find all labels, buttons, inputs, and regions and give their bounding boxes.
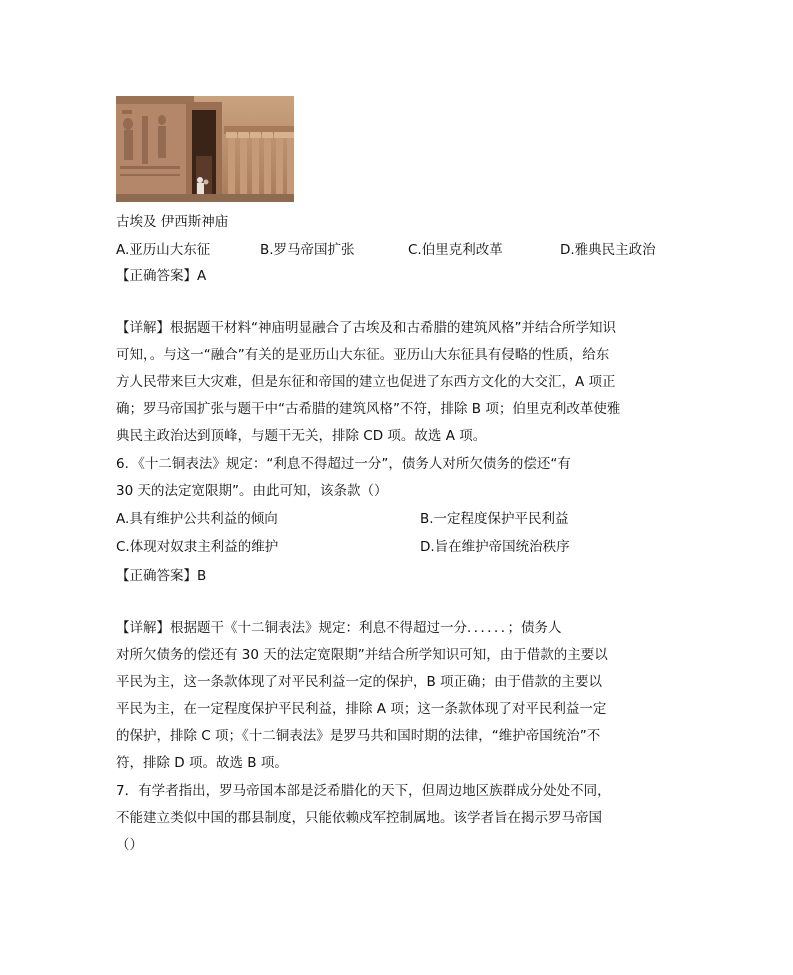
q6-explanation-line: 符，排除 D 项。故选 B 项。 <box>116 755 288 771</box>
q6-answer: 【正确答案】B <box>116 568 207 584</box>
q5-explanation-line: 方人民带来巨大灾难，但是东征和帝国的建立也促进了东西方文化的大交汇，A 项正 <box>116 374 616 390</box>
q5-explanation-line: 可知，。与这一“融合”有关的是亚历山大东征。亚历山大东征具有侵略的性质，给东 <box>116 347 610 363</box>
figure-caption: 古埃及 伊西斯神庙 <box>116 214 229 230</box>
q7-stem-line: （） <box>116 837 143 853</box>
q5-option-c: C.伯里克利改革 <box>408 242 503 258</box>
q5-option-b: B.罗马帝国扩张 <box>260 242 355 258</box>
isis-temple-image <box>116 96 294 202</box>
q6-explanation-line: 平民为主，在一定程度保护平民利益，排除 A 项；这一条款体现了对平民利益一定 <box>116 701 607 717</box>
q7-stem-line: 7．有学者指出，罗马帝国本部是泛希腊化的天下，但周边地区族群成分处处不同， <box>116 783 611 799</box>
q6-option-d: D.旨在维护帝国统治秩序 <box>420 539 570 555</box>
q6-stem-line: 30 天的法定宽限期”。由此可知，该条款（） <box>116 483 388 499</box>
q6-option-b: B.一定程度保护平民利益 <box>420 511 569 527</box>
q6-explanation-line: 对所欠债务的偿还有 30 天的法定宽限期”并结合所学知识可知，由于借款的主要以 <box>116 647 608 663</box>
q6-explanation-line: 平民为主，这一条款体现了对平民利益一定的保护，B 项正确；由于借款的主要以 <box>116 674 603 690</box>
q6-option-c: C.体现对奴隶主利益的维护 <box>116 539 279 555</box>
q6-stem-line: 6．《十二铜表法》规定：“利息不得超过一分”，债务人对所欠债务的偿还“有 <box>116 456 571 472</box>
q5-explanation-line: 确；罗马帝国扩张与题干中“古希腊的建筑风格”不符，排除 B 项；伯里克利改革使雅 <box>116 401 621 417</box>
q5-answer: 【正确答案】A <box>116 268 207 284</box>
q6-explanation-line: 的保护，排除 C 项；《十二铜表法》是罗马共和国时期的法律，“维护帝国统治”不 <box>116 728 601 744</box>
q6-explanation-line: 【详解】根据题干《十二铜表法》规定：利息不得超过一分．．．．．．；债务人 <box>116 620 562 636</box>
q5-explanation-line: 【详解】根据题干材料“神庙明显融合了古埃及和古希腊的建筑风格”并结合所学知识 <box>116 320 616 336</box>
q5-option-a: A.亚历山大东征 <box>116 242 211 258</box>
q6-option-a: A.具有维护公共利益的倾向 <box>116 511 278 527</box>
q5-explanation-line: 典民主政治达到顶峰，与题干无关，排除 CD 项。故选 A 项。 <box>116 428 487 444</box>
q5-option-d: D.雅典民主政治 <box>560 242 656 258</box>
q7-stem-line: 不能建立类似中国的郡县制度，只能依赖戍军控制属地。该学者旨在揭示罗马帝国 <box>116 810 602 826</box>
temple-photo <box>116 96 294 202</box>
